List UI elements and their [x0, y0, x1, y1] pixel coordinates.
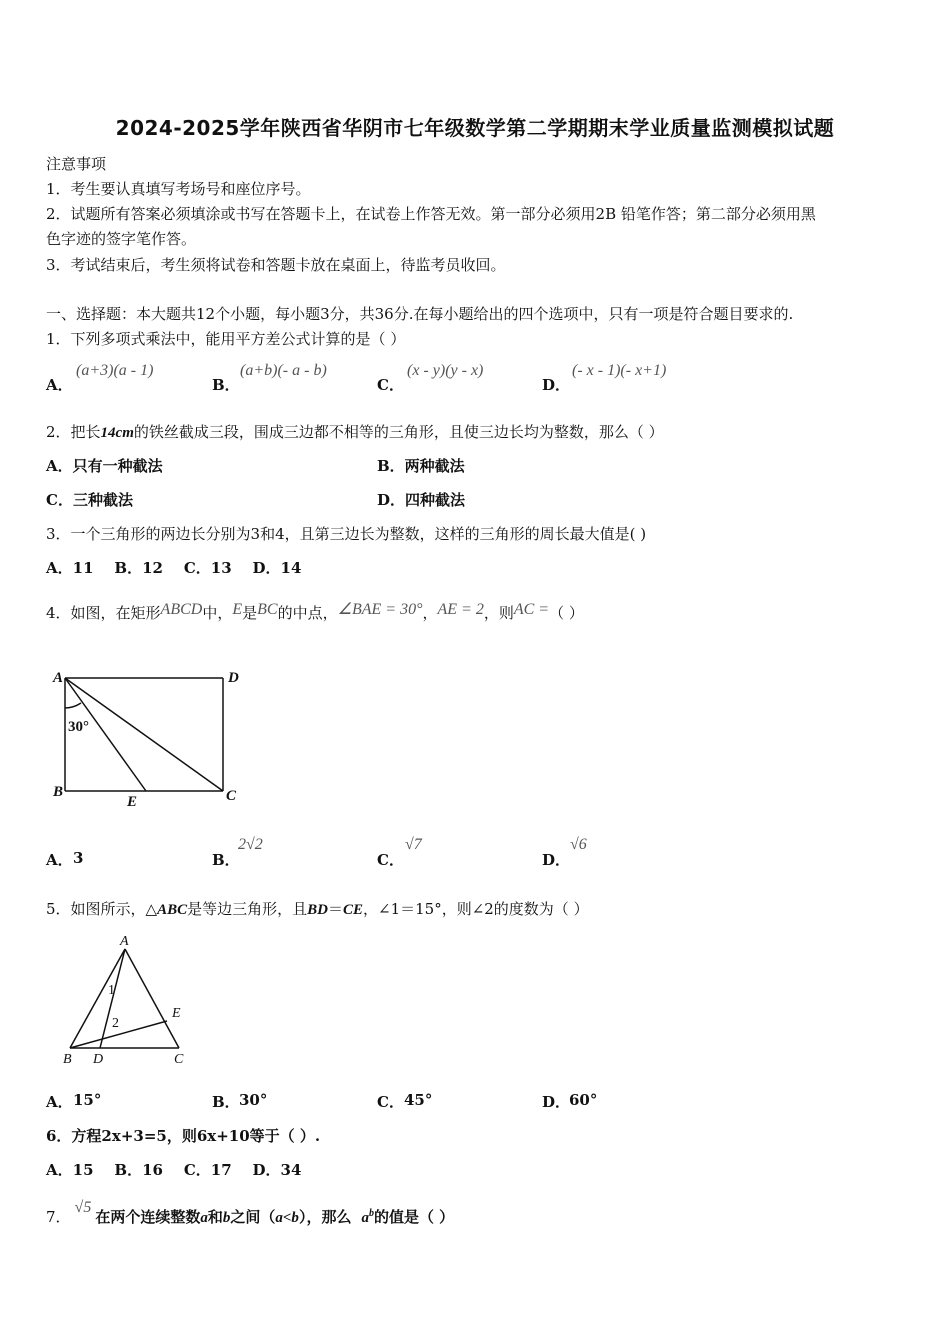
q1-label-a: A．: [46, 376, 73, 394]
q6-options: A．15 B．16 C．17 D．34: [46, 1161, 302, 1179]
q5-stem: [46, 898, 589, 919]
q5-option-a: 15°: [73, 1091, 102, 1109]
q7-math-exp: b: [368, 1208, 374, 1219]
q5-vertex-b: B: [63, 1052, 72, 1067]
q1-label-d: D．: [542, 376, 571, 394]
q4-stem: [46, 602, 584, 623]
q4-text-5: ，: [422, 604, 438, 622]
notice-line-3: 色字迹的签字笔作答。: [46, 230, 197, 248]
q4-vertex-c: C: [226, 788, 237, 804]
q7-math-b: b: [222, 1210, 231, 1226]
q4-option-c: √7: [405, 836, 422, 853]
notice-line-1: 1．考生要认真填写考场号和座位序号。: [46, 180, 311, 198]
q5-angle-2: 2: [112, 1016, 119, 1031]
q5-angle-1: 1: [108, 983, 115, 998]
q5-math-ce: CE: [342, 902, 363, 918]
q7-text-1: 在两个连续整数: [95, 1208, 201, 1226]
q2-option-b: B．两种截法: [377, 457, 465, 475]
q4-point-e: E: [127, 794, 138, 810]
q4-vertex-a: A: [53, 670, 64, 686]
q5-label-d: D．: [542, 1093, 571, 1111]
q5-text-3: ＝: [327, 900, 343, 918]
q5-text-4: ，∠1＝15°，则∠2的度数为（ ）: [363, 900, 589, 918]
q1-option-b: (a+b)(- a - b): [240, 362, 327, 379]
q4-label-c: C．: [377, 851, 404, 869]
q4-text-3: 是: [242, 604, 258, 622]
q7-text-2: 和: [207, 1208, 223, 1226]
q4-label-d: D．: [542, 851, 571, 869]
q1-label-c: C．: [377, 376, 404, 394]
q4-math-e: E: [232, 601, 243, 618]
notice-line-2: 2．试题所有答案必须填涂或书写在答题卡上，在试卷上作答无效。第一部分必须用2B 铅笔作答；第二部分必须用黑: [46, 205, 816, 223]
q2-option-a: A．只有一种截法: [46, 457, 163, 475]
q7-math-a: a: [200, 1210, 208, 1226]
q4-math-angle: ∠BAE = 30°: [337, 601, 423, 618]
q4-text-1: 4．如图，在矩形: [46, 604, 161, 622]
q1-option-a: (a+3)(a - 1): [76, 362, 154, 379]
q4-option-b: 2√2: [238, 836, 263, 853]
q5-vertex-c: C: [174, 1052, 184, 1067]
q4-text-4: 的中点，: [277, 604, 338, 622]
q1-stem: 1．下列多项式乘法中，能用平方差公式计算的是（ ）: [46, 330, 406, 348]
q5-label-a: A．: [46, 1093, 73, 1111]
q5-label-c: C．: [377, 1093, 404, 1111]
q4-text-2: 中，: [202, 604, 233, 622]
q5-option-c: 45°: [404, 1091, 433, 1109]
q7-text-5: 的值是（ ）: [373, 1208, 455, 1226]
page-title: 2024-2025学年陕西省华阴市七年级数学第二学期期末学业质量监测模拟试题: [115, 116, 835, 140]
q5-text-1: 5．如图所示，△: [46, 900, 158, 918]
q4-angle-label: 30°: [68, 719, 89, 735]
q7-number: 7．: [46, 1208, 71, 1226]
q1-option-d: (- x - 1)(- x+1): [572, 362, 667, 379]
notice-line-4: 3．考试结束后，考生须将试卷和答题卡放在桌面上，待监考员收回。: [46, 256, 506, 274]
q7-math-ineq: a<b: [275, 1210, 299, 1226]
notice-heading: 注意事项: [46, 155, 107, 173]
section-heading: 一、选择题：本大题共12个小题，每小题3分，共36分.在每小题给出的四个选项中，只有一项是符合题目要求的.: [46, 305, 794, 323]
q2-stem-c: 的铁丝截成三段，围成三边都不相等的三角形，且使三边长均为整数，那么（ ）: [133, 423, 664, 441]
q4-vertex-d: D: [228, 670, 239, 686]
q7-sqrt5: √5: [74, 1199, 92, 1216]
q5-figure-triangle: [58, 930, 198, 1070]
q4-option-a: 3: [73, 849, 84, 867]
q4-figure-rectangle: [50, 664, 250, 814]
q4-math-bc: BC: [257, 601, 278, 618]
q4-math-ae: AE = 2: [437, 601, 484, 618]
q5-point-e: E: [172, 1006, 181, 1021]
q5-option-d: 60°: [569, 1091, 598, 1109]
q4-text-7: （ ）: [549, 604, 584, 622]
q1-label-b: B．: [212, 376, 240, 394]
q5-option-b: 30°: [239, 1091, 268, 1109]
q1-option-c: (x - y)(y - x): [407, 362, 484, 379]
q4-label-a: A．: [46, 851, 73, 869]
q2-length: 14cm: [100, 425, 134, 441]
q2-stem-a: 2．把长: [46, 423, 101, 441]
q2-stem: [46, 421, 664, 442]
q7-stem: [46, 1199, 455, 1227]
q2-option-c: C．三种截法: [46, 491, 133, 509]
q5-math-bd: BD: [307, 902, 328, 918]
q6-stem: 6．方程2x+3=5，则6x+10等于（ ）.: [46, 1127, 321, 1145]
q2-option-d: D．四种截法: [377, 491, 466, 509]
q4-vertex-b: B: [53, 784, 64, 800]
q7-math-base: a: [361, 1210, 369, 1226]
q5-vertex-a: A: [120, 934, 129, 949]
q7-text-4: ），那么: [298, 1208, 352, 1226]
q3-stem: 3．一个三角形的两边长分别为3和4，且第三边长为整数，这样的三角形的周长最大值是( ): [46, 525, 647, 543]
q5-point-d: D: [93, 1052, 104, 1067]
q7-text-3: 之间（: [230, 1208, 276, 1226]
q5-text-2: 是等边三角形，且: [187, 900, 308, 918]
q4-math-ac: AC =: [513, 601, 550, 618]
q4-label-b: B．: [212, 851, 240, 869]
q4-text-6: ，则: [483, 604, 514, 622]
q3-options: A．11 B．12 C．13 D．14: [46, 559, 302, 577]
q5-math-abc: ABC: [157, 902, 188, 918]
q5-label-b: B．: [212, 1093, 240, 1111]
q4-option-d: √6: [570, 836, 587, 853]
q4-math-abcd: ABCD: [160, 601, 203, 618]
